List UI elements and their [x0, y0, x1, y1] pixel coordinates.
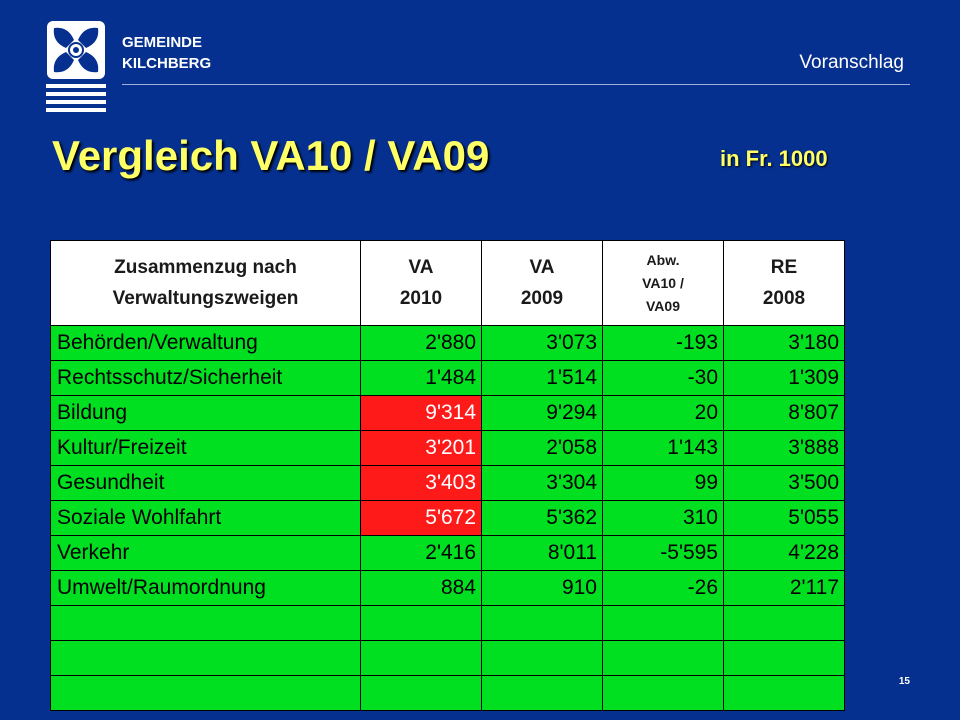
logo	[46, 20, 106, 112]
table-row	[51, 466, 845, 501]
row-name: Umwelt/Raumordnung	[51, 571, 361, 606]
header-department: Zusammenzug nach Verwaltungszweigen	[51, 241, 361, 326]
header-difference: Abw. VA10 / VA09	[603, 241, 724, 326]
va2009-value: 2'058	[482, 431, 603, 466]
table-row	[51, 571, 845, 606]
va2009-value: 910	[482, 571, 603, 606]
row-name: Verkehr	[51, 536, 361, 571]
header-divider	[122, 84, 910, 85]
table-row	[51, 431, 845, 466]
table-header-row	[51, 241, 845, 326]
row-name: Soziale Wohlfahrt	[51, 501, 361, 536]
va2010-value-highlighted: 3'403	[361, 466, 482, 501]
va2009-value: 1'514	[482, 361, 603, 396]
org-line-2: KILCHBERG	[122, 55, 212, 72]
re2008-value: 4'228	[724, 536, 845, 571]
empty-row	[51, 676, 845, 711]
header-va2009: VA 2009	[482, 241, 603, 326]
document-type: Voranschlag	[799, 52, 904, 73]
organization-name	[122, 32, 211, 74]
row-name: Bildung	[51, 396, 361, 431]
table-row	[51, 361, 845, 396]
table-row	[51, 326, 845, 361]
va2010-value-highlighted: 5'672	[361, 501, 482, 536]
difference-value: 310	[603, 501, 724, 536]
va2009-value: 9'294	[482, 396, 603, 431]
va2010-value: 884	[361, 571, 482, 606]
va2010-value: 1'484	[361, 361, 482, 396]
header-re2008: RE 2008	[724, 241, 845, 326]
va2010-value: 2'880	[361, 326, 482, 361]
logo-stripes	[46, 84, 106, 112]
empty-row	[51, 606, 845, 641]
unit-label: in Fr. 1000	[720, 146, 828, 171]
comparison-table	[50, 240, 845, 711]
re2008-value: 3'180	[724, 326, 845, 361]
row-name: Gesundheit	[51, 466, 361, 501]
va2010-value: 2'416	[361, 536, 482, 571]
difference-value: 20	[603, 396, 724, 431]
va2009-value: 5'362	[482, 501, 603, 536]
re2008-value: 5'055	[724, 501, 845, 536]
re2008-value: 2'117	[724, 571, 845, 606]
va2009-value: 8'011	[482, 536, 603, 571]
page-title: Vergleich VA10 / VA09	[52, 132, 490, 179]
re2008-value: 3'888	[724, 431, 845, 466]
empty-row	[51, 641, 845, 676]
row-name: Kultur/Freizeit	[51, 431, 361, 466]
difference-value: -30	[603, 361, 724, 396]
row-name: Behörden/Verwaltung	[51, 326, 361, 361]
difference-value: 99	[603, 466, 724, 501]
row-name: Rechtsschutz/Sicherheit	[51, 361, 361, 396]
re2008-value: 8'807	[724, 396, 845, 431]
va2009-value: 3'073	[482, 326, 603, 361]
va2010-value-highlighted: 9'314	[361, 396, 482, 431]
difference-value: -193	[603, 326, 724, 361]
table-row	[51, 396, 845, 431]
difference-value: -26	[603, 571, 724, 606]
page-number: 15	[898, 676, 910, 687]
re2008-value: 1'309	[724, 361, 845, 396]
difference-value: -5'595	[603, 536, 724, 571]
difference-value: 1'143	[603, 431, 724, 466]
va2010-value-highlighted: 3'201	[361, 431, 482, 466]
org-line-1: GEMEINDE	[122, 34, 203, 51]
table-row	[51, 501, 845, 536]
re2008-value: 3'500	[724, 466, 845, 501]
va2009-value: 3'304	[482, 466, 603, 501]
header-va2010: VA 2010	[361, 241, 482, 326]
municipal-coat-of-arms-icon	[46, 20, 106, 80]
table-row	[51, 536, 845, 571]
